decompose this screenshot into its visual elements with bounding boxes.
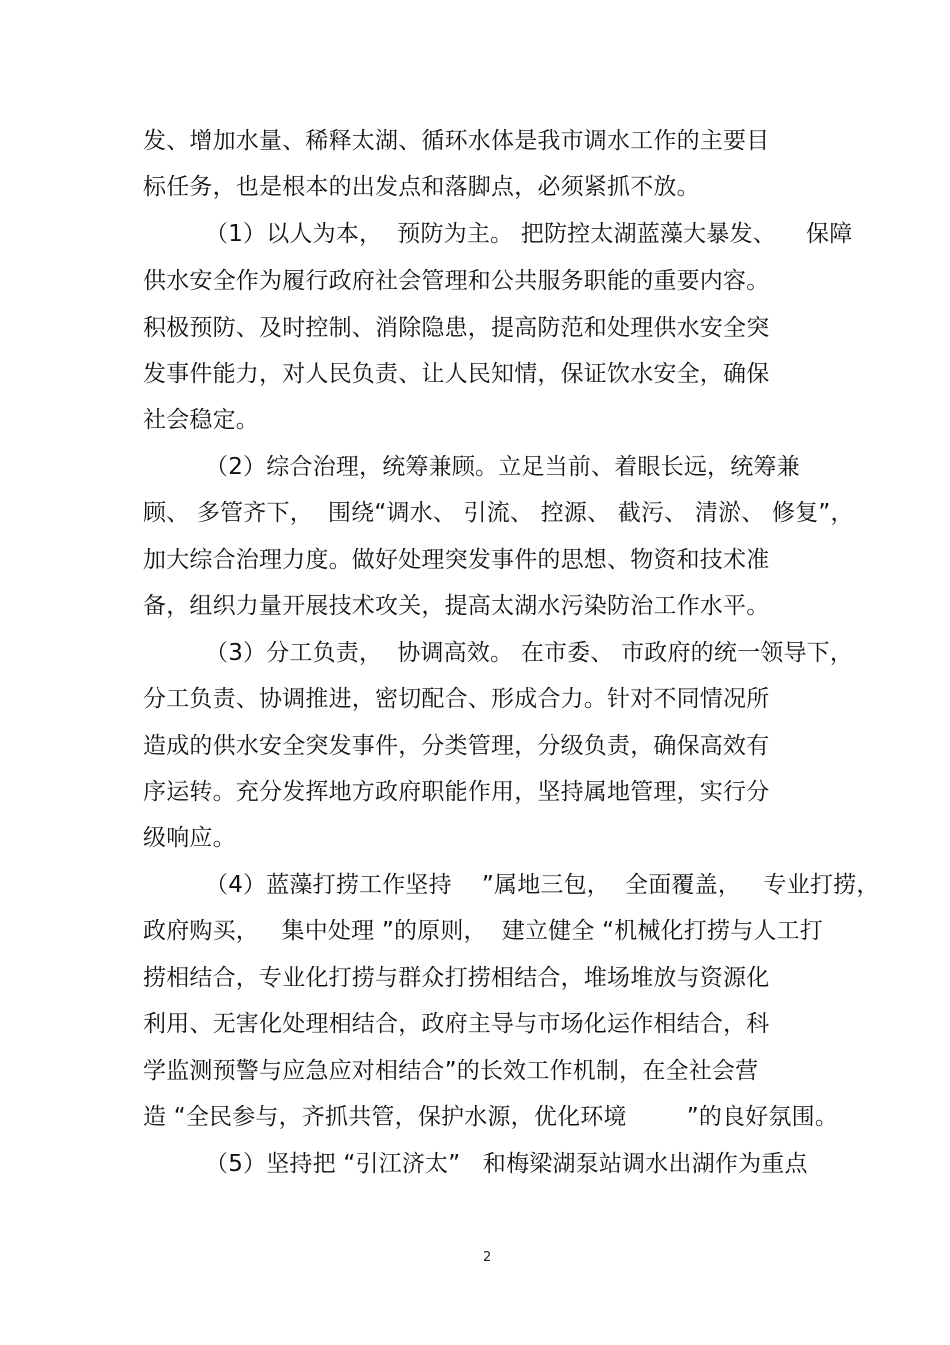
paragraph-start-line: （1）以人为本， 预防为主。 把防控太湖蓝藻大暴发、 保障 bbox=[205, 221, 853, 247]
paragraph-start-line: （4）蓝藻打捞工作坚持 ”属地三包， 全面覆盖， 专业打捞， bbox=[205, 872, 880, 898]
text-line: 发、增加水量、稀释太湖、循环水体是我市调水工作的主要目 bbox=[143, 128, 770, 154]
text-line: 标任务，也是根本的出发点和落脚点，必须紧抓不放。 bbox=[143, 174, 700, 200]
text-line: 顾、 多管齐下， 围绕“调水、 引流、 控源、 截污、 清淤、 修复”， bbox=[143, 500, 854, 526]
paragraph-start-line: （5）坚持把 “引江济太” 和梅梁湖泵站调水出湖作为重点 bbox=[205, 1151, 808, 1177]
text-line: 造成的供水安全突发事件，分类管理，分级负责，确保高效有 bbox=[143, 733, 770, 759]
text-line: 利用、无害化处理相结合，政府主导与市场化运作相结合，科 bbox=[143, 1011, 770, 1037]
text-line: 造 “全民参与，齐抓共管，保护水源，优化环境 ”的良好氛围。 bbox=[143, 1104, 839, 1130]
text-line: 发事件能力，对人民负责、让人民知情，保证饮水安全，确保 bbox=[143, 361, 770, 387]
paragraph-start-line: （3）分工负责， 协调高效。 在市委、 市政府的统一领导下， bbox=[205, 640, 854, 666]
text-line: 加大综合治理力度。做好处理突发事件的思想、物资和技术准 bbox=[143, 547, 770, 573]
text-line: 积极预防、及时控制、消除隐患，提高防范和处理供水安全突 bbox=[143, 315, 770, 341]
text-line: 政府购买， 集中处理 ”的原则， 建立健全 “机械化打捞与人工打 bbox=[143, 918, 824, 944]
text-line: 供水安全作为履行政府社会管理和公共服务职能的重要内容。 bbox=[143, 268, 770, 294]
text-line: 社会稳定。 bbox=[143, 407, 259, 433]
text-line: 序运转。充分发挥地方政府职能作用，坚持属地管理，实行分 bbox=[143, 779, 770, 805]
text-line: 学监测预警与应急应对相结合”的长效工作机制，在全社会营 bbox=[143, 1058, 759, 1084]
text-line: 捞相结合，专业化打捞与群众打捞相结合，堆场堆放与资源化 bbox=[143, 965, 770, 991]
text-line: 级响应。 bbox=[143, 825, 236, 851]
paragraph-start-line: （2）综合治理，统筹兼顾。立足当前、着眼长远，统筹兼 bbox=[205, 454, 800, 480]
page-number: 2 bbox=[483, 1250, 492, 1265]
text-line: 分工负责、协调推进，密切配合、形成合力。针对不同情况所 bbox=[143, 686, 770, 712]
text-line: 备，组织力量开展技术攻关，提高太湖水污染防治工作水平。 bbox=[143, 593, 770, 619]
